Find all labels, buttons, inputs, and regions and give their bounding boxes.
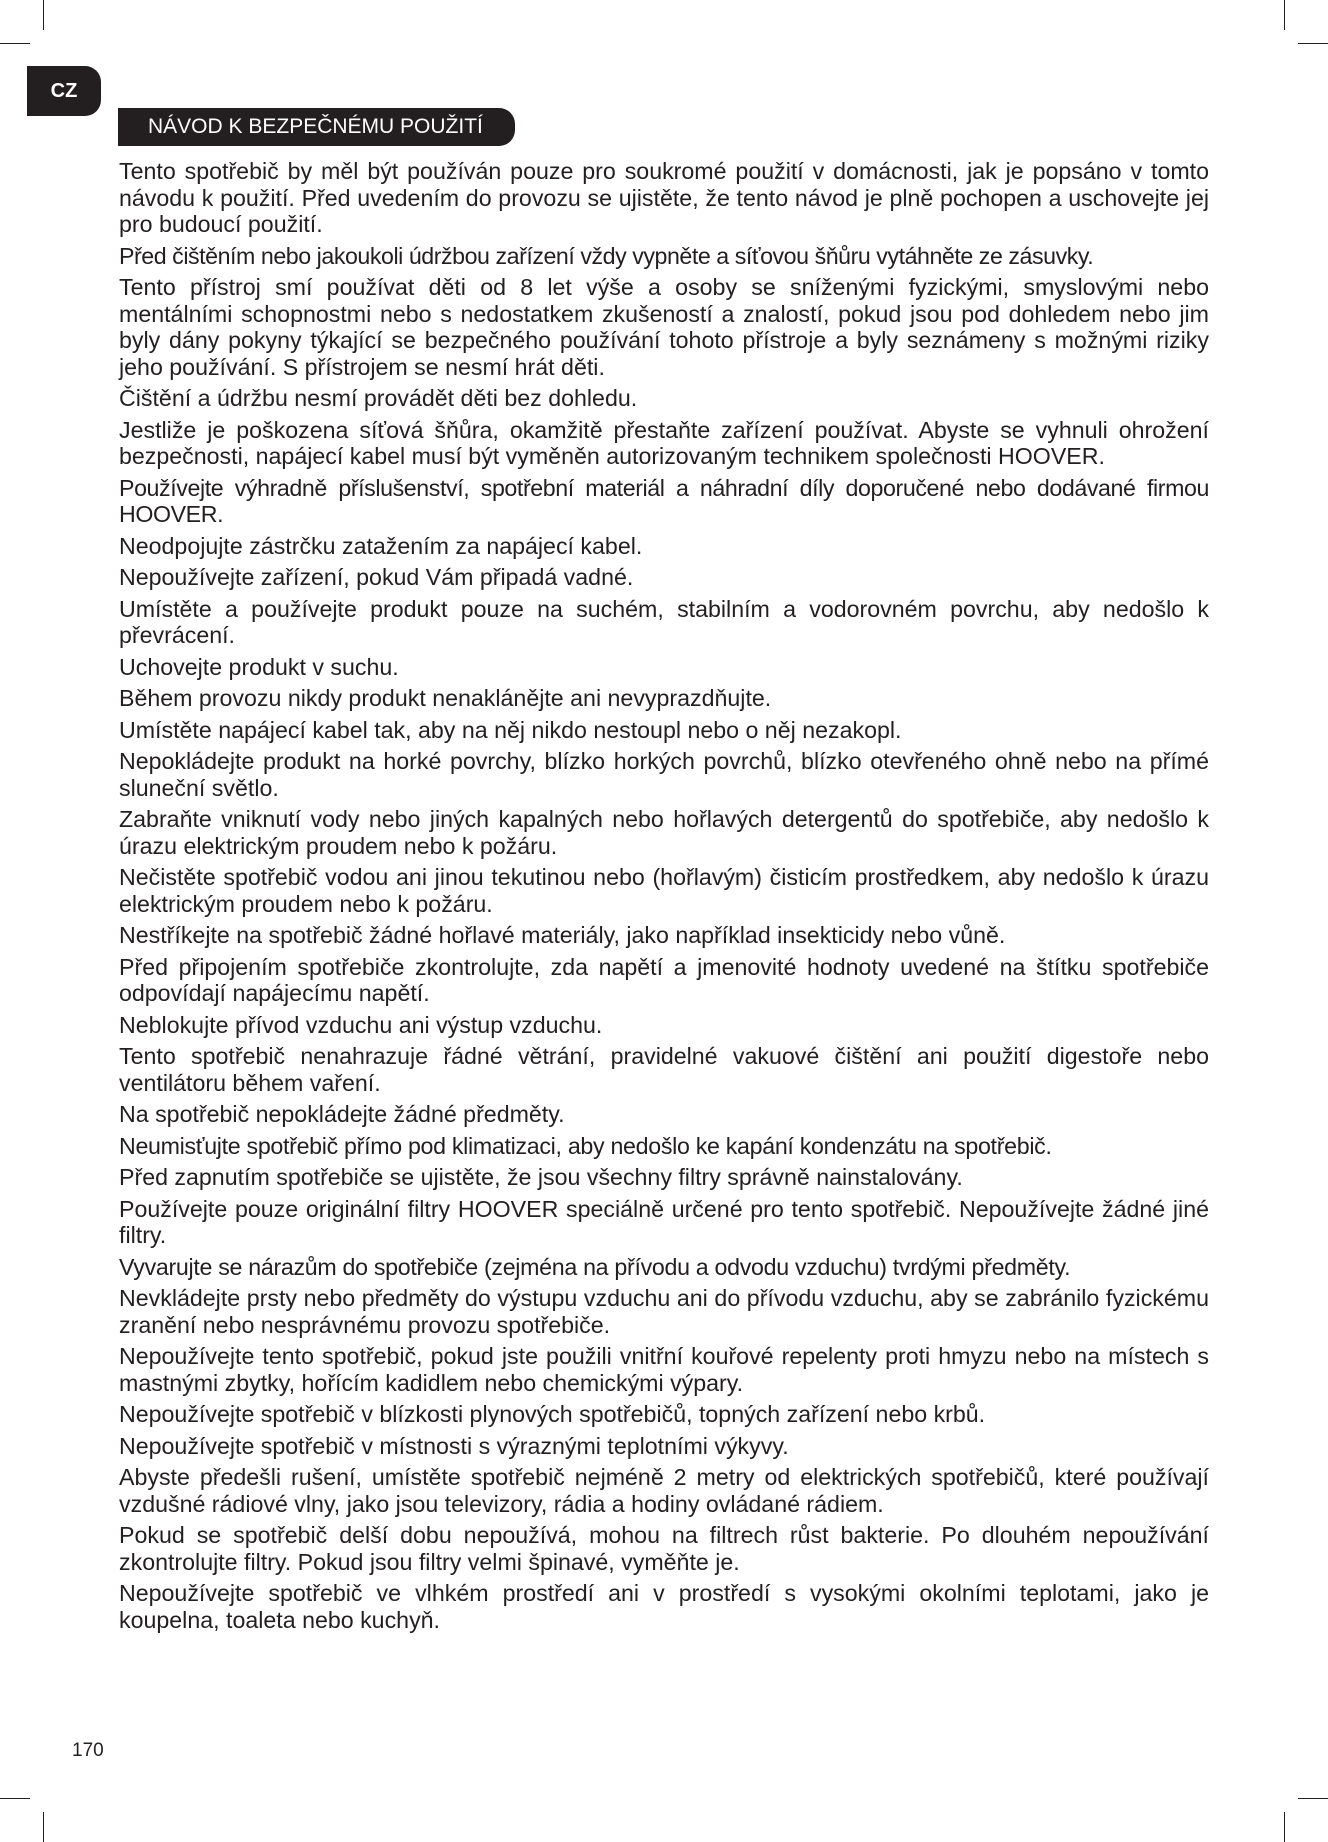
paragraph: Pokud se spotřebič delší dobu nepoužívá, mohou na filtrech růst bakterie. Po dlouhém nepoužívání zkontrolujte filtry. Pokud jsou filtry velmi špinavé, vyměňte je.: [119, 1522, 1209, 1575]
paragraph: Tento spotřebič by měl být používán pouze pro soukromé použití v domácnosti, jak je popsáno v tomto návodu k použití. Před uvedením do provozu se ujistěte, že tento návod je plně pochopen a uschovejte jej pro budoucí použití.: [119, 158, 1209, 237]
paragraph: Nestříkejte na spotřebič žádné hořlavé materiály, jako například insekticidy nebo vůně.: [119, 922, 1006, 948]
crop-mark: [1298, 1798, 1328, 1799]
crop-mark: [43, 0, 44, 30]
paragraph: Nepoužívejte zařízení, pokud Vám připadá vadné.: [119, 564, 634, 590]
paragraph: Používejte pouze originální filtry HOOVER speciálně určené pro tento spotřebič. Nepoužívejte žádné jiné filtry.: [119, 1195, 1209, 1248]
page-number: 170: [72, 1740, 104, 1761]
paragraph: Tento přístroj smí používat děti od 8 let výše a osoby se sníženými fyzickými, smyslovými nebo mentálními schopnostmi nebo s nedostatkem zkušeností a znalostí, pokud jsou pod dohledem nebo jim byly dány pokyny týkající se bezpečného používání tohoto přístroje a byly seznámeny s možnými riziky jeho používání. S přístrojem se nesmí hrát děti.: [119, 274, 1209, 380]
paragraph: Na spotřebič nepokládejte žádné předměty.: [119, 1101, 565, 1127]
paragraph: Čištění a údržbu nesmí provádět děti bez dohledu.: [119, 385, 638, 411]
paragraph: Zabraňte vniknutí vody nebo jiných kapalných nebo hořlavých detergentů do spotřebiče, aby nedošlo k úrazu elektrickým proudem nebo k požáru.: [119, 806, 1209, 859]
paragraph: Abyste předešli rušení, umístěte spotřebič nejméně 2 metry od elektrických spotřebičů, které používají vzdušné rádiové vlny, jako jsou televizory, rádia a hodiny ovládané rádiem.: [119, 1464, 1209, 1517]
crop-mark: [43, 1812, 44, 1842]
paragraph: Umístěte a používejte produkt pouze na suchém, stabilním a vodorovném povrchu, aby nedošlo k převrácení.: [119, 595, 1209, 648]
paragraph: Neblokujte přívod vzduchu ani výstup vzduchu.: [119, 1011, 603, 1038]
language-tab: [27, 66, 101, 116]
crop-mark: [1284, 0, 1285, 30]
paragraph: Neodpojujte zástrčku zatažením za napájecí kabel.: [119, 532, 643, 559]
paragraph: Jestliže je poškozena síťová šňůra, okamžitě přestaňte zařízení používat. Abyste se vyhnuli ohrožení bezpečnosti, napájecí kabel musí být vyměněn autorizovaným technikem společnosti HOOVER.: [119, 416, 1209, 469]
paragraph: Nečistěte spotřebič vodou ani jinou tekutinou nebo (hořlavým) čisticím prostředkem, aby nedošlo k úrazu elektrickým proudem nebo k požáru.: [119, 864, 1209, 917]
paragraph: Nepoužívejte tento spotřebič, pokud jste použili vnitřní kouřové repelenty proti hmyzu nebo na místech s mastnými zbytky, hořícím kadidlem nebo chemickými výpary.: [119, 1343, 1209, 1396]
paragraph: Nepoužívejte spotřebič v blízkosti plynových spotřebičů, topných zařízení nebo krbů.: [119, 1401, 986, 1427]
paragraph: Před čištěním nebo jakoukoli údržbou zařízení vždy vypněte a síťovou šňůru vytáhněte ze zásuvky.: [119, 242, 1094, 269]
paragraph: Nepoužívejte spotřebič ve vlhkém prostředí ani v prostředí s vysokými okolními teplotami, jako je koupelna, toaleta nebo kuchyň.: [119, 1580, 1209, 1633]
paragraph: Před zapnutím spotřebiče se ujistěte, že jsou všechny filtry správně nainstalovány.: [119, 1164, 963, 1190]
paragraph: Nevkládejte prsty nebo předměty do výstupu vzduchu ani do přívodu vzduchu, aby se zabránilo fyzickému zranění nebo nesprávnému provozu spotřebiče.: [119, 1285, 1209, 1338]
paragraph: Umístěte napájecí kabel tak, aby na něj nikdo nestoupl nebo o něj nezakopl.: [119, 716, 902, 743]
paragraph: Tento spotřebič nenahrazuje řádné větrání, pravidelné vakuové čištění ani použití digestoře nebo ventilátoru během vaření.: [119, 1043, 1209, 1096]
paragraph: Neumisťujte spotřebič přímo pod klimatizaci, aby nedošlo ke kapání kondenzátu na spotřebič.: [119, 1132, 1052, 1159]
section-title: NÁVOD K BEZPEČNÉMU POUŽITÍ: [118, 108, 515, 146]
paragraph: Uchovejte produkt v suchu.: [119, 653, 399, 680]
paragraph: Vyvarujte se nárazům do spotřebiče (zejména na přívodu a odvodu vzduchu) tvrdými předměty.: [119, 1253, 1071, 1280]
paragraph: Nepokládejte produkt na horké povrchy, blízko horkých povrchů, blízko otevřeného ohně nebo na přímé sluneční světlo.: [119, 748, 1209, 801]
crop-mark: [1284, 1812, 1285, 1842]
crop-mark: [1298, 43, 1328, 44]
paragraph: Používejte výhradně příslušenství, spotřební materiál a náhradní díly doporučené nebo dodávané firmou HOOVER.: [119, 474, 1209, 527]
paragraph: Před připojením spotřebiče zkontrolujte, zda napětí a jmenovité hodnoty uvedené na štítku spotřebiče odpovídají napájecímu napětí.: [119, 953, 1209, 1006]
paragraph: Během provozu nikdy produkt nenaklánějte ani nevyprazdňujte.: [119, 685, 772, 711]
crop-mark: [0, 43, 30, 44]
language-code: CZ: [50, 79, 78, 102]
safety-instructions: [119, 158, 1209, 1638]
crop-mark: [0, 1798, 30, 1799]
paragraph: Nepoužívejte spotřebič v místnosti s výraznými teplotními výkyvy.: [119, 1432, 789, 1459]
